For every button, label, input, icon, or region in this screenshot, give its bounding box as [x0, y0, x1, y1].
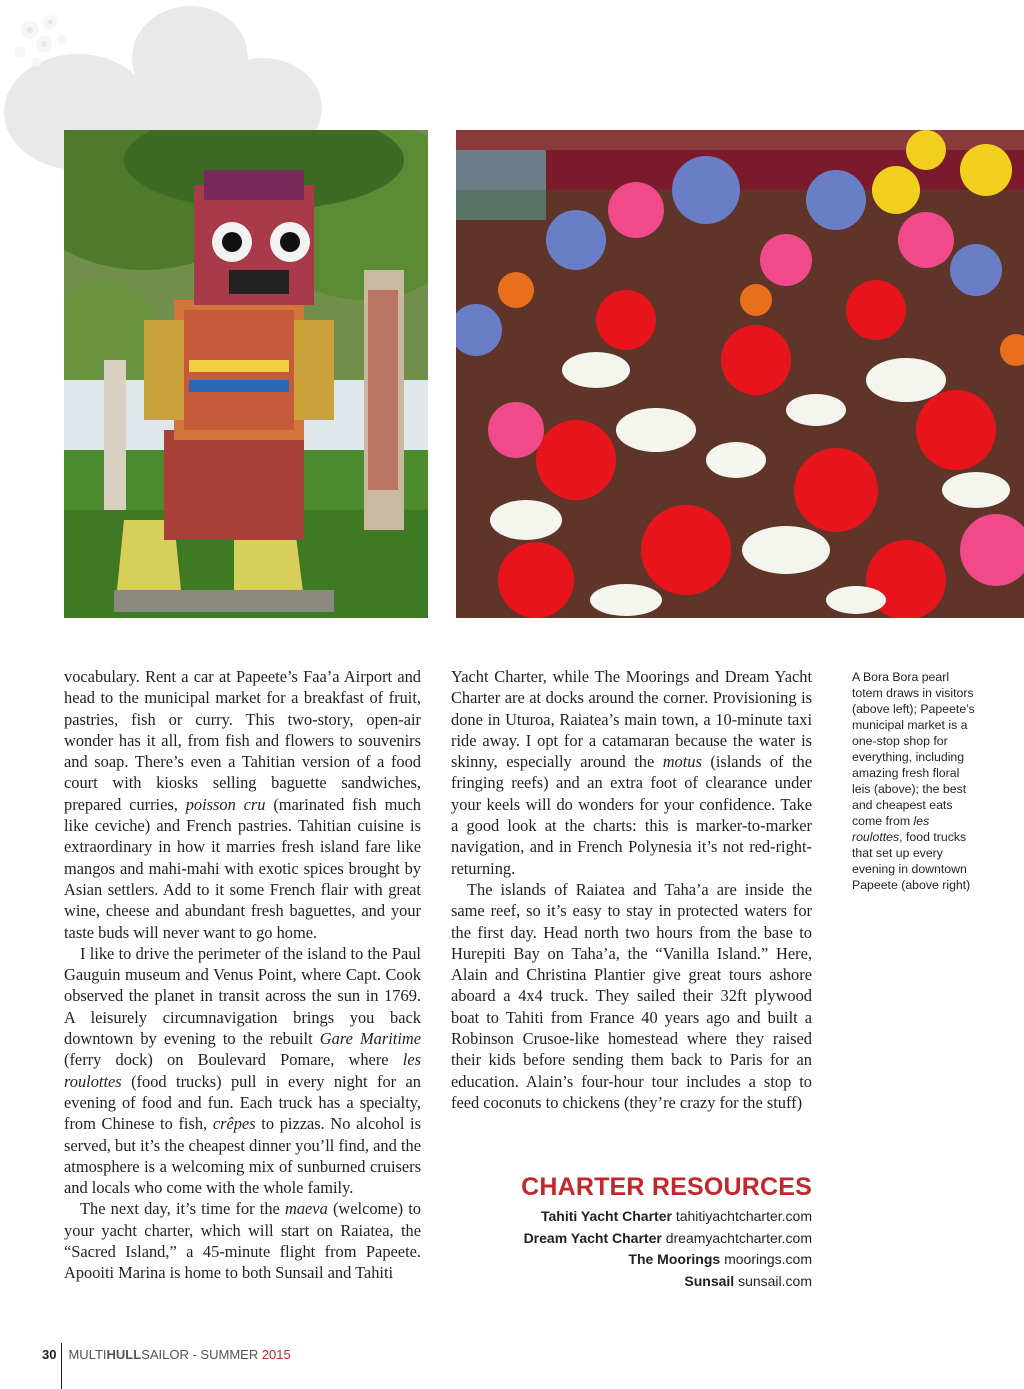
italic-text: maeva — [285, 1199, 328, 1219]
resource-name: Dream Yacht Charter — [523, 1229, 662, 1246]
charter-resources — [470, 1172, 812, 1292]
column1-paragraph-1 — [64, 666, 421, 943]
article-column-1 — [64, 666, 421, 1284]
italic-text: les roulottes — [64, 1050, 421, 1091]
text-run: , food trucks that set up every evening in downtown Papeete (above right) — [852, 830, 971, 892]
column2-paragraph-2 — [451, 879, 812, 1113]
photo-caption — [852, 669, 980, 893]
text-run: The islands of Raiatea and Taha’a are inside the same reef, so it’s easy to stay in protected waters for the first day. Head north two hours from the base to Hurepiti Bay on Taha’a, the “Vanilla Island.” Here, Alain and Christina Plantier give great tours ashore aboard a 4x4 truck. They sailed their 32ft plywood boat to Tahiti from France 40 years ago and built a Robinson Crusoe-like homestead where they raised their kids before sending them back to Paris for an education. Alain’s four-hour tour includes a stop to feed coconuts to chickens (they’re crazy for the stuff) — [451, 879, 812, 1112]
floral-leis-photo — [456, 130, 1024, 618]
text-run: vocabulary. Rent a car at Papeete’s Faa’a Airport and head to the municipal market for a breakfast of fruit, pastries, fish or curry. This two-story, open-air wonder has it all, from fish and flowers to souvenirs and soap. There’s even a Tahitian version of a food court with kiosks selling baguette sandwiches, prepared curries, — [64, 667, 421, 814]
charter-resources-title: CHARTER RESOURCES — [521, 1173, 812, 1201]
text-run: A Bora Bora pearl totem draws in visitors (above left); Papeete’s municipal market is a one-stop shop for everything, including amazing fresh floral leis (above); the best and cheapest eats come from — [852, 670, 975, 828]
resource-name: Sunsail — [684, 1272, 735, 1289]
magazine-name-pre: MULTI — [68, 1346, 107, 1362]
issue-label: - SUMMER — [188, 1346, 262, 1362]
resource-name: The Moorings — [628, 1251, 721, 1267]
column2-paragraph-1 — [451, 666, 812, 879]
column1-paragraph-3 — [64, 1198, 421, 1283]
italic-text: les roulottes — [852, 814, 930, 844]
text-run: I like to drive the perimeter of the island to the Paul Gauguin museum and Venus Point, where Capt. Cook observed the planet in transit across the sun in 1769. A leisurely circumnavigation brings you back downtown by evening to the rebuilt — [64, 943, 421, 1049]
resource-url[interactable]: dreamyachtcharter.com — [665, 1229, 812, 1246]
text-run: (welcome) to your yacht charter, which will start on Raiatea, the “Sacred Island,” a 45-minute flight from Papeete. Apooiti Marina is home to both Sunsail and Tahiti — [64, 1199, 421, 1283]
resource-url[interactable]: moorings.com — [724, 1251, 812, 1267]
resource-item — [470, 1206, 812, 1228]
magazine-name-strong: HULL — [106, 1346, 142, 1362]
resource-item — [470, 1271, 812, 1293]
italic-text: crêpes — [212, 1114, 256, 1134]
text-run: (ferry dock) on Boulevard Pomare, where — [64, 1050, 403, 1070]
italic-text: Gare Maritime — [319, 1029, 421, 1049]
resource-item — [470, 1249, 812, 1271]
resource-item — [470, 1228, 812, 1250]
page-footer — [42, 1331, 291, 1377]
column1-paragraph-2 — [64, 943, 421, 1199]
magazine-name — [68, 1347, 188, 1362]
tiki-totem-photo — [64, 130, 428, 618]
text-run: Yacht Charter, while The Moorings and Dream Yacht Charter are at docks around the corner. Provisioning is done in Uturoa, Raiatea’s main town, a 10-minute taxi ride away. I opt for a catamaran because the water is skinny, especially around the — [451, 667, 812, 772]
italic-text: motus — [662, 752, 702, 772]
text-run: (food trucks) pull in every night for an evening of food and fun. Each truck has a specialty, from Chinese to fish, — [64, 1071, 421, 1134]
footer-divider — [61, 1343, 62, 1389]
italic-text: poisson cru — [185, 794, 266, 814]
text-run: The next day, it’s time for the — [80, 1199, 285, 1219]
text-run: (marinated fish much like ceviche) and French pastries. Tahitian cuisine is extraordinary in how it marries fresh island fare like mangos and mahi-mahi with exotic spices brought by Asian settlers. Add to it some French flair with great wine, cheese and abundant fresh baguettes, and your taste buds will never want to go home. — [64, 794, 421, 942]
magazine-name-post: SAILOR — [141, 1346, 189, 1362]
resource-url[interactable]: tahitiyachtcharter.com — [675, 1208, 812, 1224]
text-run: to pizzas. No alcohol is served, but it’s the cheapest dinner you’ll find, and the atmosphere is a welcoming mix of sunburned cruisers and locals who come with the whole family. — [64, 1114, 421, 1198]
issue-year: 2015 — [261, 1346, 291, 1362]
article-column-2 — [451, 666, 812, 1113]
resource-url[interactable]: sunsail.com — [738, 1272, 812, 1289]
resource-name: Tahiti Yacht Charter — [540, 1208, 672, 1224]
text-run: (islands of the fringing reefs) and an extra foot of clearance under your keels will do wonders for your confidence. Take a good look at the charts: this is marker-to-marker navigation, and in French Polynesia it’s not red-right-returning. — [451, 752, 812, 878]
page-number: 30 — [42, 1346, 57, 1362]
